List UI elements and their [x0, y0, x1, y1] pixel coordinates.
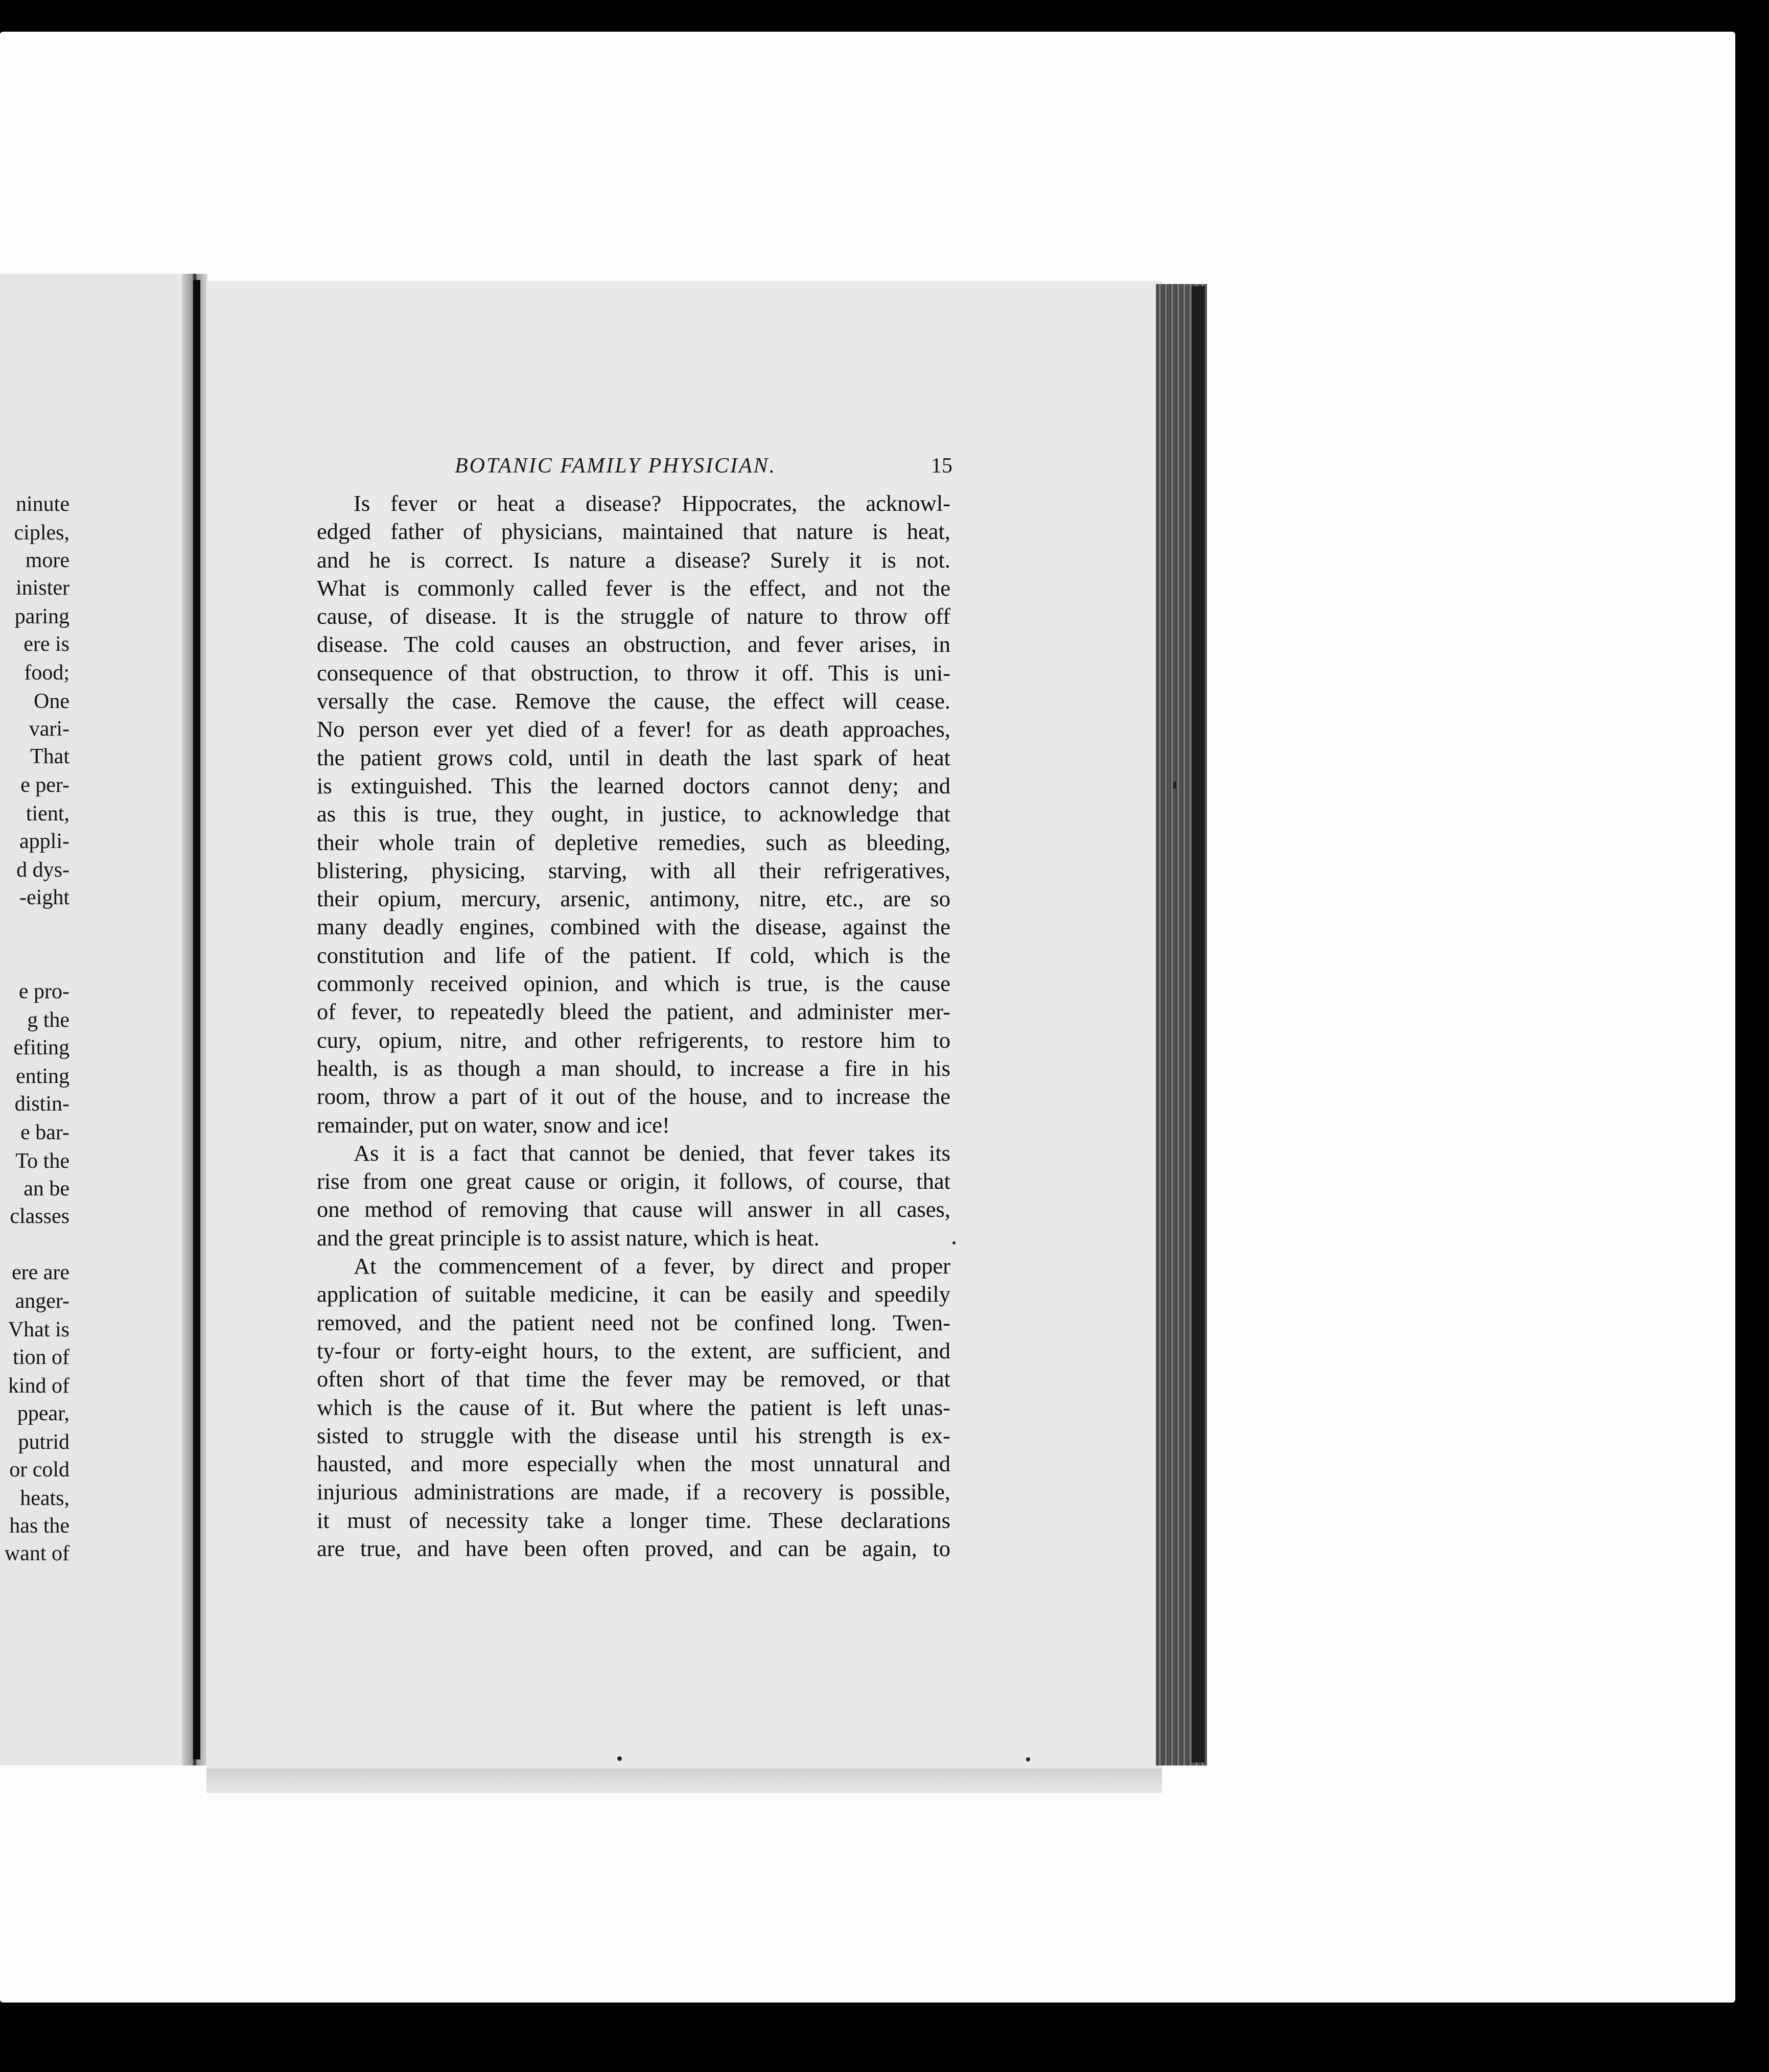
left-page-text-fragment: want of — [4, 1542, 69, 1565]
scan-speck — [617, 1756, 622, 1761]
left-page-text-fragment: d dys- — [16, 858, 69, 882]
left-page-text-fragment: or cold — [9, 1458, 69, 1481]
text-line: As it is a fact that cannot be denied, that fever takes its — [354, 1140, 950, 1166]
left-page-text-fragment: That — [30, 745, 69, 768]
left-page-text-fragment: To the — [15, 1149, 69, 1173]
left-page-text-fragment: tion of — [13, 1346, 69, 1369]
text-line: blistering, physicing, starving, with all their refrigeratives, — [317, 857, 950, 883]
text-line: application of suitable medicine, it can be easily and speedily — [317, 1281, 950, 1307]
text-line: removed, and the patient need not be confined long. Twen- — [317, 1309, 950, 1335]
left-page-text-fragment: more — [25, 549, 69, 572]
text-line: Is fever or heat a disease? Hippocrates, the acknowl- — [354, 490, 950, 516]
text-line: their whole train of depletive remedies, such as bleeding, — [317, 829, 950, 855]
text-line: the patient grows cold, until in death the last spark of heat — [317, 744, 950, 770]
left-page-text-fragment: appli- — [19, 830, 69, 853]
left-page-text-fragment: e bar- — [20, 1121, 69, 1144]
left-page-text-fragment: efiting — [13, 1036, 69, 1059]
text-line: versally the case. Remove the cause, the effect will cease. — [317, 688, 950, 714]
text-line: one method of removing that cause will answer in all cases, — [317, 1196, 950, 1222]
text-line: cury, opium, nitre, and other refrigerents, to restore him to — [317, 1027, 950, 1053]
text-line: disease. The cold causes an obstruction, and fever arises, in — [317, 631, 950, 657]
body-text — [317, 489, 950, 1563]
left-page-text-fragment: Vhat is — [8, 1318, 69, 1341]
running-head: BOTANIC FAMILY PHYSICIAN. — [455, 454, 777, 478]
page-bottom-edge — [206, 1769, 1162, 1793]
left-page-text-fragment: One — [34, 690, 69, 713]
text-line: cause, of disease. It is the struggle of nature to throw off — [317, 603, 950, 629]
page-fore-edge-shadow — [1192, 286, 1205, 1762]
left-page-text-fragment: anger- — [15, 1289, 69, 1313]
text-line: which is the cause of it. But where the patient is left unas- — [317, 1394, 950, 1420]
text-line: and the great principle is to assist nature, which is heat. — [317, 1225, 820, 1251]
left-page-text-fragment: has the — [9, 1514, 69, 1538]
text-line: remainder, put on water, snow and ice! — [317, 1112, 670, 1138]
text-line: ty-four or forty-eight hours, to the extent, are sufficient, and — [317, 1337, 950, 1363]
left-page-text-fragment: enting — [16, 1065, 69, 1088]
text-line: often short of that time the fever may be removed, or that — [317, 1366, 950, 1392]
left-page-text-fragment: putrid — [18, 1430, 69, 1454]
text-line: of fever, to repeatedly bleed the patient, and administer mer- — [317, 999, 950, 1025]
book-gutter — [193, 280, 200, 1759]
left-page-text-fragment: food; — [24, 661, 69, 685]
left-page-text-fragment: e per- — [20, 773, 69, 797]
left-page-text-fragment: an be — [24, 1177, 69, 1200]
page-number: 15 — [931, 454, 952, 478]
text-line: What is commonly called fever is the effect, and not the — [317, 575, 950, 601]
left-page-text-fragment: heats, — [20, 1487, 69, 1510]
text-line: rise from one great cause or origin, it follows, of course, that — [317, 1168, 950, 1194]
text-line: their opium, mercury, arsenic, antimony, nitre, etc., are so — [317, 886, 950, 912]
left-page-text-fragment: inister — [16, 576, 69, 600]
text-line: injurious administrations are made, if a recovery is possible, — [317, 1479, 950, 1505]
text-line: it must of necessity take a longer time. These declarations — [317, 1507, 950, 1533]
left-page-text-fragment: ppear, — [17, 1402, 69, 1425]
text-line: sisted to struggle with the disease until his strength is ex- — [317, 1422, 950, 1448]
text-line: many deadly engines, combined with the disease, against the — [317, 914, 950, 940]
left-page-text-fragment: distin- — [14, 1092, 69, 1116]
text-line: edged father of physicians, maintained that nature is heat, — [317, 519, 950, 545]
text-line: as this is true, they ought, in justice, to acknowledge that — [317, 801, 950, 827]
text-line: hausted, and more especially when the most unnatural and — [317, 1451, 950, 1477]
left-page-text-fragment: vari- — [29, 717, 69, 741]
left-page-text-fragment: ere is — [24, 632, 69, 656]
text-line: constitution and life of the patient. If cold, which is the — [317, 942, 950, 968]
scan-speck — [952, 1241, 956, 1244]
left-page-text-fragment: -eight — [19, 886, 69, 909]
text-line: commonly received opinion, and which is true, is the cause — [317, 971, 950, 997]
scan-speck — [1026, 1757, 1030, 1761]
text-line: consequence of that obstruction, to throw it off. This is uni- — [317, 660, 950, 686]
text-line: are true, and have been often proved, and can be again, to — [317, 1535, 950, 1561]
left-page-text-fragment: ere are — [11, 1261, 69, 1284]
left-page-text-fragment: paring — [14, 605, 69, 628]
scan-speck — [1173, 782, 1176, 789]
left-page-text-fragment: classes — [10, 1205, 69, 1228]
left-page-text-fragment: kind of — [8, 1374, 69, 1398]
text-line: and he is correct. Is nature a disease? Surely it is not. — [317, 547, 950, 573]
left-page-text-fragment: ninute — [16, 492, 69, 516]
left-page-text-fragment: g the — [27, 1008, 69, 1032]
left-page-text-fragment: tient, — [26, 802, 69, 826]
text-line: health, is as though a man should, to increase a fire in his — [317, 1055, 950, 1081]
text-line: is extinguished. This the learned doctors cannot deny; and — [317, 772, 950, 798]
text-line: room, throw a part of it out of the house, and to increase the — [317, 1084, 950, 1110]
left-page-text-fragment: e pro- — [18, 980, 69, 1003]
text-line: At the commencement of a fever, by direct and proper — [354, 1253, 950, 1279]
left-page — [0, 274, 182, 1765]
left-page-text-fragment: ciples, — [14, 521, 69, 545]
text-line: No person ever yet died of a fever! for as death approaches, — [317, 716, 950, 742]
